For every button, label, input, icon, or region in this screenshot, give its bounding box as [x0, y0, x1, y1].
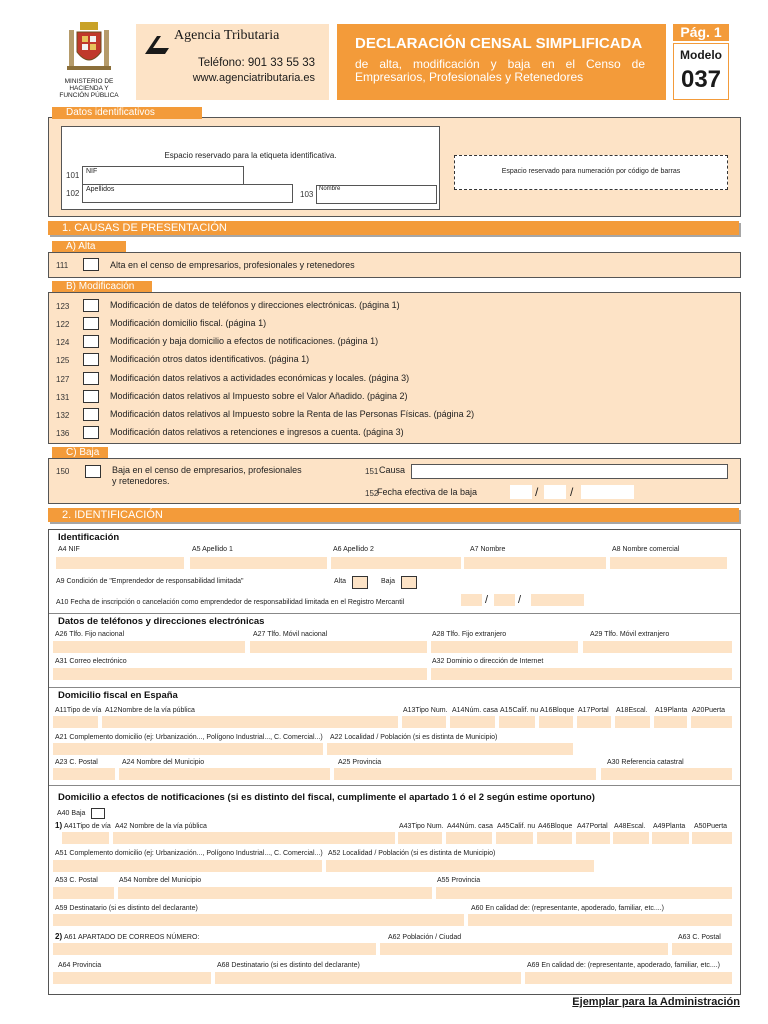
a6-input[interactable] [331, 557, 461, 570]
mod-code: 132 [56, 411, 70, 420]
mod-code: 123 [56, 302, 70, 311]
a52-input[interactable] [326, 860, 594, 873]
a22-input[interactable] [327, 743, 573, 756]
fecha-baja-year[interactable] [581, 485, 634, 499]
a48-input[interactable] [613, 832, 649, 845]
a6-label: A6 Apellido 2 [333, 546, 374, 553]
a26-label: A26 Tlfo. Fijo nacional [55, 631, 125, 638]
causa-input[interactable] [411, 464, 728, 479]
a23-input[interactable] [53, 768, 115, 781]
a9-baja-checkbox[interactable] [401, 576, 417, 589]
a32-label: A32 Dominio o dirección de Internet [432, 658, 544, 665]
mod-label: Modificación datos relativos a actividades económicas y locales. (página 3) [110, 373, 410, 383]
mod-code: 127 [56, 375, 70, 384]
date-slash: / [485, 594, 489, 606]
a20-input[interactable] [691, 716, 732, 729]
a17-input[interactable] [577, 716, 611, 729]
a54-label: A54 Nombre del Municipio [119, 877, 202, 884]
a10-day[interactable] [461, 594, 482, 607]
a55-input[interactable] [436, 887, 732, 900]
a15-label: A15Calif. nu [500, 707, 539, 714]
a21-input[interactable] [53, 743, 323, 756]
a62-label: A62 Población / Ciudad [388, 934, 462, 941]
a11-input[interactable] [53, 716, 98, 729]
a51-label: A51 Complemento domicilio (ej: Urbanización..., Polígono Industrial..., C. Comercial...) [55, 850, 323, 857]
a68-label: A68 Destinatario (si es distinto del declarante) [217, 962, 360, 969]
mod-checkbox[interactable] [83, 408, 99, 421]
mod-code: 136 [56, 429, 70, 438]
a63-input[interactable] [672, 943, 732, 956]
f102-code: 102 [66, 189, 80, 198]
a11-label: A11Tipo de vía [55, 707, 102, 714]
a50-label: A50Puerta [694, 823, 728, 830]
notif-option-2: 2) [55, 932, 63, 941]
mod-code: 125 [56, 356, 70, 365]
a13-label: A13Tipo Num. [403, 707, 448, 714]
a63-label: A63 C. Postal [678, 934, 721, 941]
model-number: 037 [680, 66, 722, 93]
a61-label: A61 APARTADO DE CORREOS NÚMERO: [64, 934, 200, 941]
a12-label: A12Nombre de la vía pública [105, 707, 195, 714]
a9-label: A9 Condición de "Emprendedor de responsabilidad limitada" [56, 578, 244, 585]
a4-input[interactable] [56, 557, 184, 570]
a17-label: A17Portal [578, 707, 609, 714]
a14-input[interactable] [450, 716, 495, 729]
a12-input[interactable] [102, 716, 398, 729]
date-slash: / [518, 594, 522, 606]
a40-label: A40 Baja [57, 810, 86, 817]
f101-label: NIF [86, 168, 98, 175]
copy-label: Ejemplar para la Administración [572, 996, 740, 1008]
a25-input[interactable] [334, 768, 596, 781]
a28-label: A28 Tlfo. Fijo extranjero [432, 631, 507, 638]
a55-label: A55 Provincia [437, 877, 481, 884]
baja-checkbox[interactable] [85, 465, 101, 478]
a41-label: A41Tipo de vía [64, 823, 111, 830]
a24-input[interactable] [119, 768, 330, 781]
a5-label: A5 Apellido 1 [192, 546, 233, 553]
alta-title: A) Alta [52, 241, 126, 253]
a19-input[interactable] [654, 716, 687, 729]
mod-label: Modificación datos relativos al Impuesto sobre la Renta de las Personas Físicas. (página 2) [110, 409, 475, 419]
page-number: Pág. 1 [673, 24, 729, 41]
a62-input[interactable] [380, 943, 668, 956]
a46-input[interactable] [537, 832, 572, 845]
a51-input[interactable] [53, 860, 322, 873]
a21-label: A21 Complemento domicilio (ej: Urbanización..., Polígono Industrial..., C. Comercial...) [55, 734, 323, 741]
a31-label: A31 Correo electrónico [55, 658, 127, 665]
a8-input[interactable] [610, 557, 727, 570]
a4-label: A4 NIF [58, 546, 80, 553]
a59-input[interactable] [53, 914, 464, 927]
mod-code: 124 [56, 338, 70, 347]
a13-input[interactable] [402, 716, 446, 729]
mod-code: 131 [56, 393, 70, 402]
a31-input[interactable] [53, 668, 427, 681]
mod-checkbox[interactable] [83, 299, 99, 312]
ministry-emblem [60, 20, 118, 80]
divider [49, 687, 740, 688]
notif-option-1: 1) [55, 821, 63, 830]
mod-label: Modificación domicilio fiscal. (página 1) [110, 318, 267, 328]
date-slash: / [535, 485, 539, 499]
f103-label: Nombre [319, 186, 341, 192]
a42-label: A42 Nombre de la vía pública [115, 823, 207, 830]
a49-label: A49Planta [653, 823, 686, 830]
a59-label: A59 Destinatario (si es distinto del declarante) [55, 905, 198, 912]
nif-field[interactable] [82, 166, 244, 185]
mod-label: Modificación otros datos identificativos. (página 1) [110, 354, 310, 364]
a15-input[interactable] [499, 716, 535, 729]
date-slash: / [570, 485, 574, 499]
a14-label: A14Núm. casa [452, 707, 498, 714]
a19-label: A19Planta [655, 707, 688, 714]
alta-label: Alta en el censo de empresarios, profesionales y retenedores [110, 260, 355, 270]
barcode-space-text: Espacio reservado para numeración por código de barras [501, 168, 681, 175]
fecha-baja-code: 152 [365, 489, 379, 498]
a61-input[interactable] [53, 943, 376, 956]
a9-baja-label: Baja [381, 578, 396, 585]
modificacion-title: B) Modificación [52, 281, 152, 293]
a20-label: A20Puerta [692, 707, 726, 714]
a64-input[interactable] [53, 972, 211, 985]
a32-input[interactable] [431, 668, 732, 681]
a50-input[interactable] [692, 832, 732, 845]
a64-label: A64 Provincia [58, 962, 102, 969]
a18-input[interactable] [615, 716, 650, 729]
a26-input[interactable] [53, 641, 245, 654]
a5-input[interactable] [190, 557, 327, 570]
a10-year[interactable] [531, 594, 584, 607]
a53-input[interactable] [53, 887, 114, 900]
a23-label: A23 C. Postal [55, 759, 98, 766]
a30-label: A30 Referencia catastral [607, 759, 684, 766]
agency-website: www.agenciatributaria.es [192, 72, 315, 84]
telefonos-title: Datos de teléfonos y direcciones electrónicas [58, 616, 265, 627]
fecha-baja-label: Fecha efectiva de la baja [377, 487, 478, 497]
a60-input[interactable] [468, 914, 732, 927]
f102-label: Apellidos [86, 186, 115, 193]
a24-label: A24 Nombre del Municipio [122, 759, 205, 766]
agency-name: Agencia Tributaria [174, 28, 280, 43]
causa-label: Causa [379, 465, 406, 475]
domicilio-fiscal-title: Domicilio fiscal en España [58, 690, 178, 701]
alta-code: 111 [56, 261, 69, 270]
a7-label: A7 Nombre [470, 546, 506, 553]
a29-input[interactable] [583, 641, 732, 654]
a27-input[interactable] [250, 641, 427, 654]
agency-logo-icon [143, 34, 173, 56]
a68-input[interactable] [215, 972, 521, 985]
a40-checkbox[interactable] [91, 808, 105, 819]
a43-input[interactable] [398, 832, 442, 845]
mod-label: Modificación datos relativos a retenciones e ingresos a cuenta. (página 3) [110, 427, 404, 437]
a49-input[interactable] [652, 832, 689, 845]
label-space-text: Espacio reservado para la etiqueta identificativa. [164, 151, 337, 160]
a47-label: A47Portal [577, 823, 608, 830]
a29-label: A29 Tlfo. Móvil extranjero [590, 631, 670, 638]
modificacion-panel [48, 292, 741, 444]
a60-label: A60 En calidad de: (representante, apoderado, familiar, etc....) [471, 905, 665, 912]
model-label: Modelo [680, 48, 722, 62]
mod-label: Modificación de datos de teléfonos y direcciones electrónicas. (página 1) [110, 300, 400, 310]
a41-input[interactable] [62, 832, 109, 845]
a9-alta-label: Alta [334, 578, 347, 585]
identificacion-subtitle: Identificación [58, 532, 120, 543]
mod-checkbox[interactable] [83, 317, 99, 330]
mod-checkbox[interactable] [83, 372, 99, 385]
a45-label: A45Calif. nu [497, 823, 536, 830]
alta-checkbox[interactable] [83, 258, 99, 271]
a53-label: A53 C. Postal [55, 877, 98, 884]
a25-label: A25 Provincia [338, 759, 382, 766]
ministry-name: MINISTERIO DE HACIENDA Y FUNCIÓN PÚBLICA [59, 78, 119, 99]
a42-input[interactable] [113, 832, 395, 845]
a22-label: A22 Localidad / Población (si es distinta de Municipio) [330, 734, 498, 741]
a48-label: A48Escal. [614, 823, 646, 830]
a7-input[interactable] [464, 557, 606, 570]
mod-checkbox[interactable] [83, 390, 99, 403]
causas-section-title: 1. CAUSAS DE PRESENTACIÓN [48, 221, 739, 235]
a30-input[interactable] [601, 768, 732, 781]
a44-input[interactable] [446, 832, 492, 845]
mod-checkbox[interactable] [83, 353, 99, 366]
a16-label: A16Bloque [540, 707, 575, 714]
a8-label: A8 Nombre comercial [612, 546, 680, 553]
mod-label: Modificación y baja domicilio a efectos de notificaciones. (página 1) [110, 336, 379, 346]
fecha-baja-day[interactable] [510, 485, 532, 499]
identificacion-section-title: 2. IDENTIFICACIÓN [48, 508, 739, 522]
baja-code: 150 [56, 467, 70, 476]
a69-label: A69 En calidad de: (representante, apoderado, familiar, etc....) [527, 962, 721, 969]
divider [49, 613, 740, 614]
a27-label: A27 Tlfo. Móvil nacional [253, 631, 328, 638]
baja-title: C) Baja [52, 447, 108, 459]
a9-alta-checkbox[interactable] [352, 576, 368, 589]
agency-phone: Teléfono: 901 33 55 33 [197, 57, 315, 69]
f103-code: 103 [300, 190, 314, 199]
baja-label-2: y retenedores. [112, 476, 170, 486]
mod-code: 122 [56, 320, 70, 329]
f101-code: 101 [66, 171, 80, 180]
mod-checkbox[interactable] [83, 335, 99, 348]
a69-input[interactable] [525, 972, 732, 985]
divider [49, 785, 740, 786]
mod-checkbox[interactable] [83, 426, 99, 439]
a16-input[interactable] [539, 716, 573, 729]
a28-input[interactable] [431, 641, 578, 654]
fecha-baja-month[interactable] [544, 485, 566, 499]
a44-label: A44Núm. casa [447, 823, 493, 830]
a46-label: A46Bloque [538, 823, 573, 830]
mod-label: Modificación datos relativos al Impuesto sobre el Valor Añadido. (página 2) [110, 391, 408, 401]
a52-label: A52 Localidad / Población (si es distinta de Municipio) [328, 850, 496, 857]
a10-label: A10 Fecha de inscripción o cancelación como emprendedor de responsabilidad limitada en el Registro Mercantil [56, 599, 405, 606]
form-title: DECLARACIÓN CENSAL SIMPLIFICADA [355, 35, 643, 52]
form-subtitle: de alta, modificación y baja en el Censo de Empresarios, Profesionales y Retenedores [355, 57, 645, 84]
a43-label: A43Tipo Num. [399, 823, 444, 830]
causa-code: 151 [365, 467, 379, 476]
a18-label: A18Escal. [616, 707, 648, 714]
a10-month[interactable] [494, 594, 515, 607]
datos-identificativos-title: Datos identificativos [52, 107, 202, 119]
domicilio-notif-title: Domicilio a efectos de notificaciones (si es distinto del fiscal, cumplimente el apartado 1 ó el 2 según estime oportuno) [58, 792, 595, 803]
a47-input[interactable] [576, 832, 610, 845]
baja-label-1: Baja en el censo de empresarios, profesionales [112, 465, 302, 475]
a45-input[interactable] [496, 832, 533, 845]
a54-input[interactable] [118, 887, 432, 900]
